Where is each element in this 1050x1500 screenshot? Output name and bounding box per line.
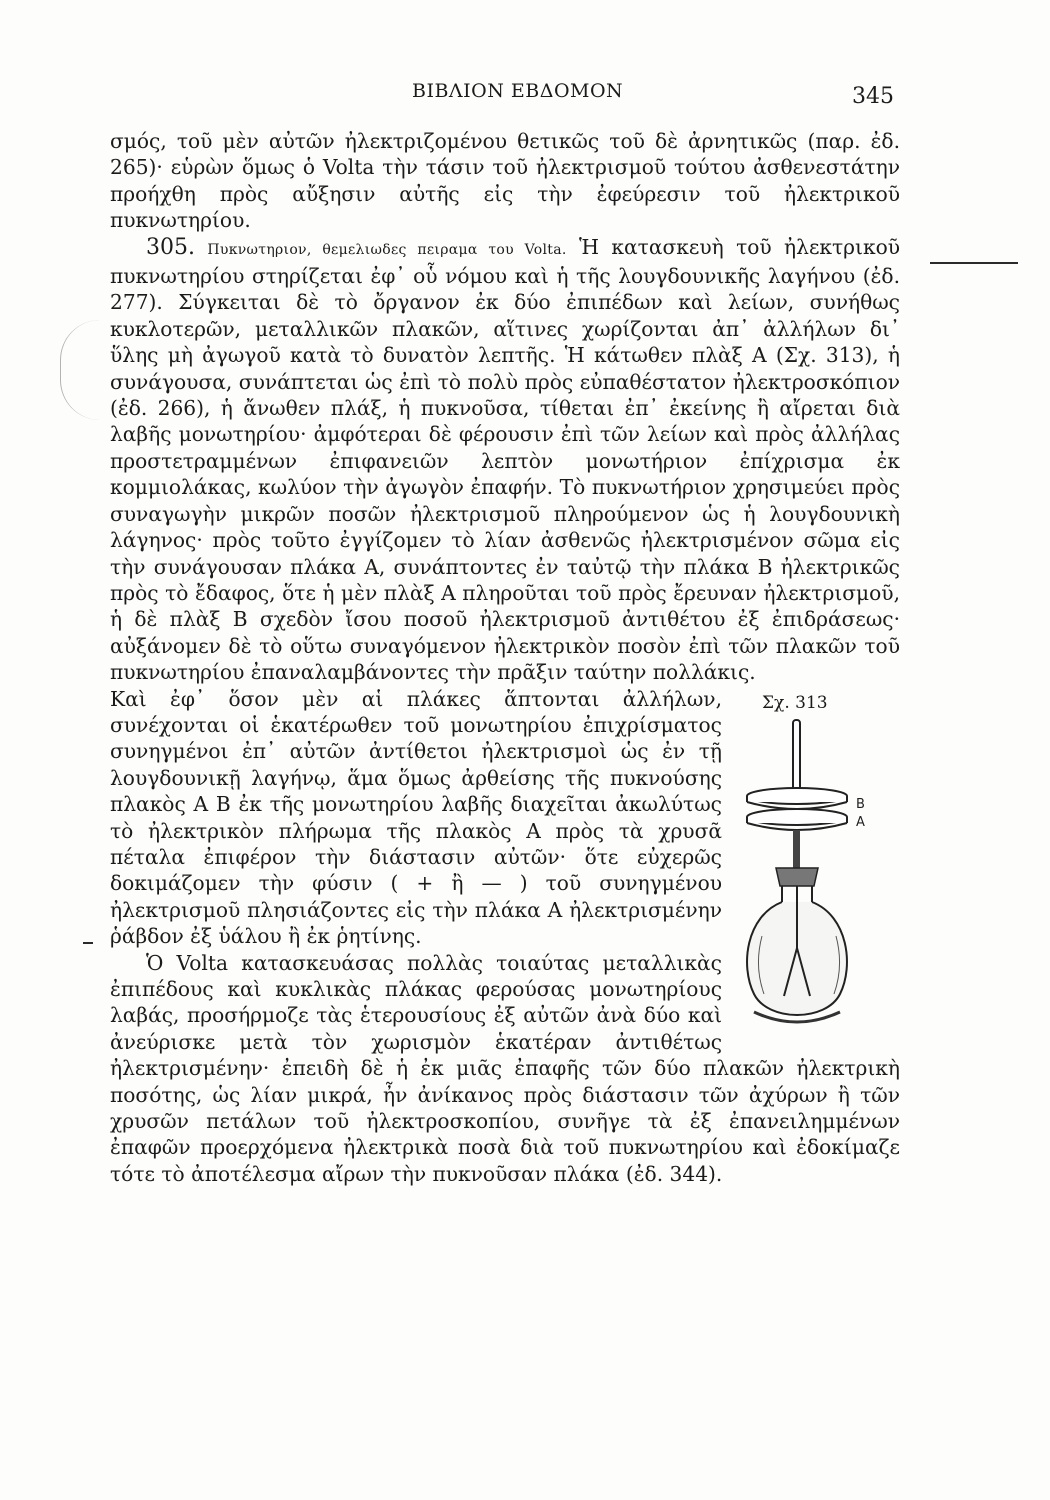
label-b: B <box>856 796 865 812</box>
margin-pencil-bracket <box>60 320 101 420</box>
condenser-electroscope-illustration <box>740 716 898 1036</box>
figure-313 <box>740 690 898 1038</box>
page-number: 345 <box>852 84 894 109</box>
label-a: A <box>856 814 865 830</box>
margin-pencil-mark <box>930 262 1018 264</box>
figure-caption: Σχ. 313 <box>762 692 828 713</box>
body-text <box>110 128 900 1187</box>
section-heading: Πυκνωτηριον, θεμελιωδες πειραμα του Volta. <box>207 241 567 258</box>
paragraph-continued: σμός, τοῦ μὲν αὐτῶν ἠλεκτριζομένου θετικῶς τοῦ δὲ ἀρνητικῶς (παρ. ἐδ. 265)· εὑρὼν ὅμως ὁ Volta τὴν τάσιν τοῦ ἠλεκτρισμοῦ τούτου ἀσθενεστάτην προήχθη πρὸς αὔξησιν αὐτῆς εἰς τὴν ἐφεύρεσιν τοῦ ἠλεκτρικοῦ πυκνωτηρίου. <box>110 129 900 233</box>
conducting-rod <box>793 830 800 868</box>
section-number: 305. <box>146 234 195 260</box>
section-text-part-2: Καὶ ἐφ᾽ ὅσον μὲν αἱ πλάκες ἅπτονται ἀλλήλων, συνέχονται οἱ ἑκατέρωθεν τοῦ μονωτηρίου ἐπιχρίσματος συνηγμένοι ἐπ᾽ αὐτῶν ἀντίθετοι ἠλεκτρισμοὶ ὡς ἐν τῇ λουγδουνικῇ λαγήνῳ, ἅμα ὅμως ἀρθείσης τῆς πυκνούσης πλακὸς Α Β ἐκ τῆς μονωτηρίου λαβῆς διαχεῖται ἀκωλύτως τὸ ἠλεκτρικὸν πλήρωμα τῆς πλακὸς Α πρὸς τὰ χρυσᾶ πέταλα ἐπιφέρον τὴν διάστασιν αὐτῶν· ὅτε εὐχερῶς δοκιμάζομεν τὴν φύσιν ( + ἢ — ) τοῦ συνηγμένου ἠλεκτρισμοῦ πλησιάζοντες εἰς τὴν πλάκα Α ἠλεκτρισμένην ῥάβδον ἐξ ὑάλου ἢ ἐκ ῥητίνης. <box>110 686 722 949</box>
margin-pencil-dash <box>83 942 93 944</box>
paragraph-volta: Ὁ Volta κατασκευάσας πολλὰς τοιαύτας μεταλλικὰς ἐπιπέδους καὶ κυκλικὰς πλάκας φερούσας μονωτηρίους λαβάς, προσήρμοζε τὰς ἑτερουσίους ἐξ αὐτῶν ἀνὰ δύο καὶ ἀνεύρισκε μετὰ τὸν χωρισμὸν ἑκατέραν ἀντιθέτως ἠλεκτρισμένην· ἐπειδὴ δὲ ἡ ἐκ μιᾶς ἐπαφῆς τῶν δύο πλακῶν ἠλεκτρικὴ ποσότης, ὡς λίαν μικρά, ἦν ἀνίκανος πρὸς διάστασιν τῶν ἀχύρων ἢ τῶν χρυσῶν πετάλων τοῦ ἠλεκτροσκοπίου, συνῆγε τὰ ἐξ ἐπανειλημμένων ἐπαφῶν προερχόμενα ἠλεκτρικὰ ποσὰ διὰ τοῦ πυκνωτηρίου καὶ ἐδοκίμαζε τότε τὸ ἀποτέλεσμα αἴρων τὴν πυκνοῦσαν πλάκα (ἐδ. 344). <box>110 950 900 1186</box>
running-head: ΒΙΒΛΙΟΝ ΕΒΔΟΜΟΝ <box>412 80 624 102</box>
stopper <box>776 868 818 886</box>
section-text-part-1: Ἡ κατασκευὴ τοῦ ἠλεκτρικοῦ πυκνωτηρίου στηρίζεται ἐφ᾽ οὗ νόμου καὶ ἡ τῆς λουγδουνικῆς λαγήνου (ἐδ. 277). Σύγκειται δὲ τὸ ὄργανον ἐκ δύο ἐπιπέδων καὶ λείων, συνήθως κυκλοτερῶν, μεταλλικῶν πλακῶν, αἵτινες χωρίζονται ἀπ᾽ ἀλλήλων δι᾽ ὕλης μὴ ἀγωγοῦ κατὰ τὸ δυνατὸν λεπτῆς. Ἡ κάτωθεν πλὰξ Α (Σχ. 313), ἡ συνάγουσα, συνάπτεται ὡς ἐπὶ τὸ πολὺ πρὸς εὐπαθέστατον ἠλεκτροσκόπιον (ἐδ. 266), ἡ ἄνωθεν πλάξ, ἡ πυκνοῦσα, τίθεται ἐπ᾽ ἐκείνης ἢ αἴρεται διὰ λαβῆς μονωτηρίου· ἀμφότεραι δὲ φέρουσιν ἐπὶ τῶν λείων καὶ πρὸς ἀλλήλας προστετραμμένων ἐπιφανειῶν λεπτὸν μονωτήριον ἐπίχρισμα ἐκ κομμιολάκας, κωλύον τὴν ἀγωγὸν ἐπαφήν. Τὸ πυκνωτήριον χρησιμεύει πρὸς συναγωγὴν μικρῶν ποσῶν ἠλεκτρισμοῦ πληρούμενον ὡς ἡ λουγδουνικὴ λάγηνος· πρὸς τοῦτο ἐγγίζομεν τὸ λίαν ἀσθενῶς ἠλεκτρισμένον σῶμα εἰς τὴν συνάγουσαν πλάκα Α, συνάπτοντες ἐν ταὐτῷ τὴν πλάκα Β ἠλεκτρικῶς πρὸς τὸ ἔδαφος, ὅτε ἡ μὲν πλὰξ Α πληροῦται τοῦ πρὸς ἔρευναν ἠλεκτρισμοῦ, ἡ δὲ πλὰξ Β σχεδὸν ἴσου ποσοῦ ἠλεκτρισμοῦ ἀντιθέτου ἐξ ἐπιδράσεως· αὐξάνομεν δὲ τὸ οὕτω συναγόμενον ἠλεκτρικὸν ποσὸν ἐπὶ τῶν πλακῶν τοῦ πυκνωτηρίου ἐπαναλαμβάνοντες τὴν πρᾶξιν ταύτην πολλάκις. <box>110 234 901 685</box>
section-305 <box>110 234 900 686</box>
insulating-handle <box>793 720 800 792</box>
